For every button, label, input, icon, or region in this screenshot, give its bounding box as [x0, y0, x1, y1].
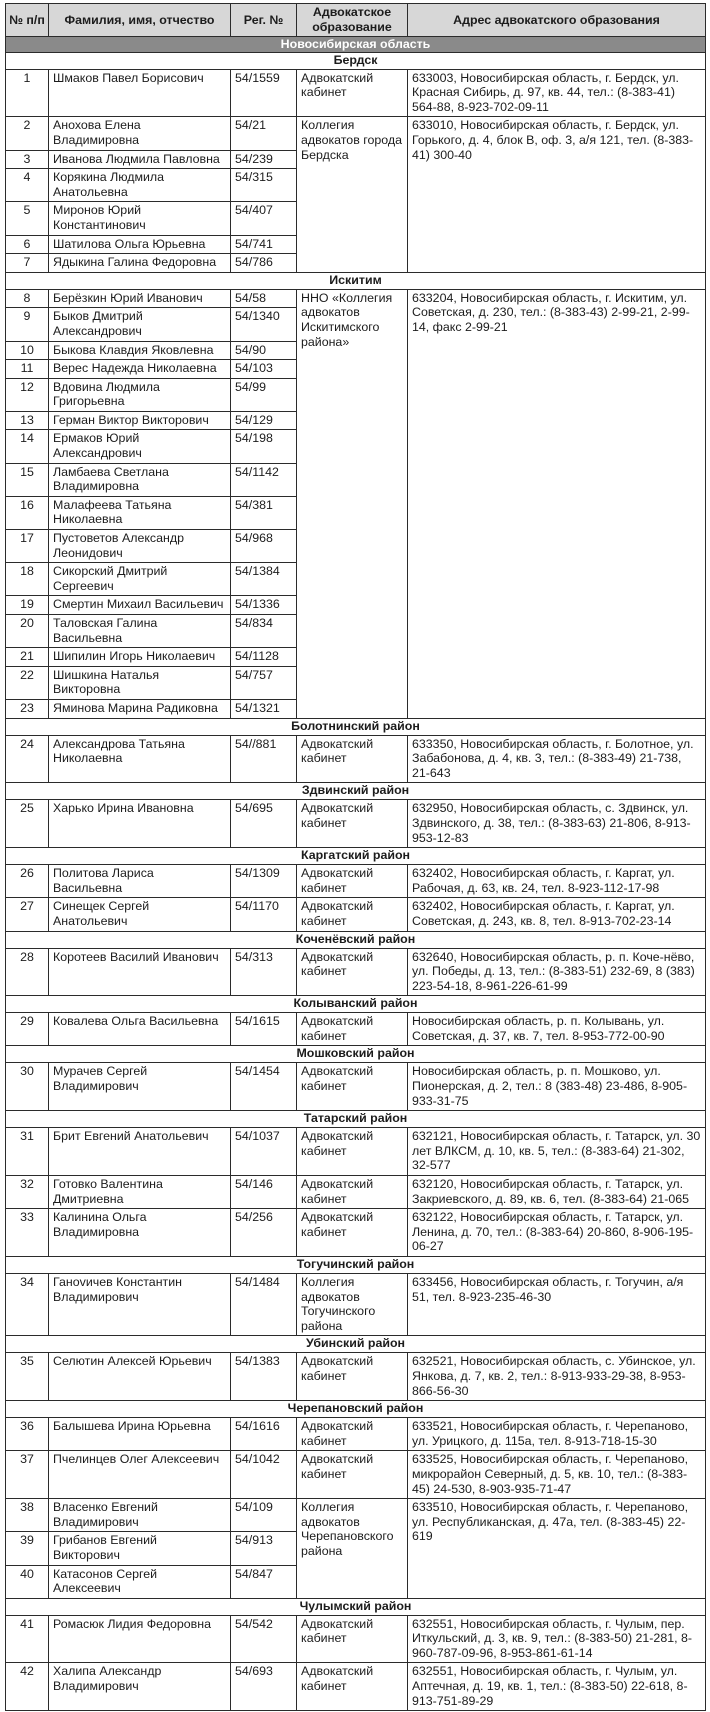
section-title: Чулымский район [6, 1598, 706, 1615]
row-name: Ермаков Юрий Александрович [49, 430, 231, 463]
row-num: 24 [6, 735, 49, 783]
row-name: Ромасюк Лидия Федоровна [49, 1615, 231, 1663]
row-address: Новосибирская область, р. п. Мошково, ул. Пионерская, д. 2, тел.: 8 (383-48) 23-486, 8-905-933-31-75 [408, 1063, 706, 1111]
row-num: 30 [6, 1063, 49, 1111]
row-reg: 54/1616 [231, 1418, 297, 1451]
row-reg: 54/109 [231, 1499, 297, 1532]
row-org: Адвокатский кабинет [297, 69, 408, 117]
row-num: 36 [6, 1418, 49, 1451]
row-reg: 54/1336 [231, 596, 297, 615]
row-num: 23 [6, 699, 49, 718]
row-name: Балышева Ирина Юрьевна [49, 1418, 231, 1451]
section-row [6, 1046, 706, 1063]
row-reg: 54/1042 [231, 1451, 297, 1499]
table-row [6, 1418, 706, 1451]
row-address: 632521, Новосибирская область, с. Убинское, ул. Янкова, д. 7, кв. 2, тел.: 8-913-933-29-38, 8-953-866-56-30 [408, 1353, 706, 1401]
row-address: 633350, Новосибирская область, г. Болотное, ул. Забабонова, д. 4, кв. 3, тел.: (8-383-49) 21-738, 21-643 [408, 735, 706, 783]
section-title: Убинский район [6, 1336, 706, 1353]
row-name: Политова Лариса Васильевна [49, 865, 231, 898]
header-name: Фамилия, имя, отчество [49, 4, 231, 37]
table-row [6, 1176, 706, 1209]
row-address: 632120, Новосибирская область, г. Татарск, ул. Закриевского, д. 89, кв. 6, тел. (8-383-64) 21-065 [408, 1176, 706, 1209]
row-num: 13 [6, 411, 49, 430]
row-reg: 54/239 [231, 150, 297, 169]
row-name: Александрова Татьяна Николаевна [49, 735, 231, 783]
table-row [6, 1615, 706, 1663]
row-num: 19 [6, 596, 49, 615]
section-row [6, 931, 706, 948]
table-row [6, 735, 706, 783]
row-org: Адвокатский кабинет [297, 1209, 408, 1257]
section-row [6, 1598, 706, 1615]
row-address: 633456, Новосибирская область, г. Тогучин, а/я 51, тел. 8-923-235-46-30 [408, 1274, 706, 1336]
row-name: Сикорский Дмитрий Сергеевич [49, 563, 231, 596]
table-row [6, 1451, 706, 1499]
section-title: Черепановский район [6, 1401, 706, 1418]
row-name: Герман Виктор Викторович [49, 411, 231, 430]
row-num: 14 [6, 430, 49, 463]
row-reg: 54/1383 [231, 1353, 297, 1401]
table-row [6, 1274, 706, 1336]
row-num: 34 [6, 1274, 49, 1336]
row-name: Готовко Валентина Дмитриевна [49, 1176, 231, 1209]
row-name: Власенко Евгений Владимирович [49, 1499, 231, 1532]
row-name: Быкова Клавдия Яковлевна [49, 341, 231, 360]
row-num: 16 [6, 496, 49, 529]
row-name: Вдовина Людмила Григорьевна [49, 378, 231, 411]
row-org: Адвокатский кабинет [297, 1353, 408, 1401]
row-num: 26 [6, 865, 49, 898]
row-num: 3 [6, 150, 49, 169]
row-reg: 54/313 [231, 948, 297, 996]
table-header [6, 4, 706, 37]
row-org: ННО «Коллегия адвокатов Искитимского района» [297, 289, 408, 718]
section-title: Коченёвский район [6, 931, 706, 948]
row-name: Иванова Людмила Павловна [49, 150, 231, 169]
row-num: 29 [6, 1013, 49, 1046]
row-reg: 54/542 [231, 1615, 297, 1663]
row-name: Катасонов Сергей Алексеевич [49, 1565, 231, 1598]
row-name: Смертин Михаил Васильевич [49, 596, 231, 615]
row-reg: 54/1170 [231, 898, 297, 931]
row-org: Адвокатский кабинет [297, 1063, 408, 1111]
row-num: 39 [6, 1532, 49, 1565]
section-title: Болотнинский район [6, 718, 706, 735]
row-reg: 54/847 [231, 1565, 297, 1598]
section-title: Татарский район [6, 1111, 706, 1128]
row-reg: 54//881 [231, 735, 297, 783]
section-title: Здвинский район [6, 783, 706, 800]
row-org: Адвокатский кабинет [297, 1615, 408, 1663]
table-body [6, 37, 706, 1711]
row-reg: 54/695 [231, 800, 297, 848]
row-org: Адвокатский кабинет [297, 800, 408, 848]
row-address: 632950, Новосибирская область, с. Здвинск, ул. Здвинского, д. 38, тел.: (8-383-63) 21-806, 8-913-953-12-83 [408, 800, 706, 848]
row-reg: 54/99 [231, 378, 297, 411]
row-reg: 54/1321 [231, 699, 297, 718]
row-address: 633521, Новосибирская область, г. Черепаново, ул. Урицкого, д. 115а, тел. 8-913-718-15-30 [408, 1418, 706, 1451]
row-name: Таловская Галина Васильевна [49, 615, 231, 648]
row-org: Коллегия адвокатов города Бердска [297, 117, 408, 272]
row-num: 40 [6, 1565, 49, 1598]
section-row [6, 848, 706, 865]
row-name: Анохова Елена Владимировна [49, 117, 231, 150]
region-title: Новосибирская область [6, 37, 706, 53]
row-address: 632402, Новосибирская область, г. Каргат, ул. Рабочая, д. 63, кв. 24, тел. 8-923-112-17-98 [408, 865, 706, 898]
row-address: Новосибирская область, р. п. Колывань, ул. Советская, д. 37, кв. 7, тел. 8-953-772-00-90 [408, 1013, 706, 1046]
row-address: 632122, Новосибирская область, г. Татарск, ул. Ленина, д. 70, тел.: (8-383-64) 20-860, 8-906-195-06-27 [408, 1209, 706, 1257]
row-reg: 54/146 [231, 1176, 297, 1209]
row-reg: 54/1384 [231, 563, 297, 596]
row-reg: 54/1454 [231, 1063, 297, 1111]
row-num: 22 [6, 666, 49, 699]
row-reg: 54/834 [231, 615, 297, 648]
row-reg: 54/757 [231, 666, 297, 699]
section-row [6, 1336, 706, 1353]
row-reg: 54/256 [231, 1209, 297, 1257]
table-row [6, 1128, 706, 1176]
table-row [6, 1209, 706, 1257]
row-reg: 54/90 [231, 341, 297, 360]
section-row [6, 1257, 706, 1274]
row-reg: 54/21 [231, 117, 297, 150]
table-row [6, 948, 706, 996]
row-reg: 54/968 [231, 530, 297, 563]
row-reg: 54/315 [231, 169, 297, 202]
section-row [6, 1111, 706, 1128]
table-row [6, 1663, 706, 1711]
row-reg: 54/913 [231, 1532, 297, 1565]
row-address: 633525, Новосибирская область, г. Черепаново, микрорайон Северный, д. 5, кв. 10, тел.: (8-383-45) 24-530, 8-903-935-71-47 [408, 1451, 706, 1499]
row-name: Шмаков Павел Борисович [49, 69, 231, 117]
section-title: Искитим [6, 272, 706, 289]
row-name: Синещек Сергей Анатольевич [49, 898, 231, 931]
row-address: 632402, Новосибирская область, г. Каргат, ул. Советская, д. 243, кв. 8, тел. 8-913-702-23-14 [408, 898, 706, 931]
row-name: Брит Евгений Анатольевич [49, 1128, 231, 1176]
row-name: Мурачев Сергей Владимирович [49, 1063, 231, 1111]
row-num: 9 [6, 308, 49, 341]
row-name: Калинина Ольга Владимировна [49, 1209, 231, 1257]
section-title: Бердск [6, 52, 706, 69]
section-row [6, 52, 706, 69]
row-reg: 54/1340 [231, 308, 297, 341]
row-org: Адвокатский кабинет [297, 735, 408, 783]
row-name: Ковалева Ольга Васильевна [49, 1013, 231, 1046]
row-num: 41 [6, 1615, 49, 1663]
table-row [6, 865, 706, 898]
row-num: 1 [6, 69, 49, 117]
row-org: Адвокатский кабинет [297, 1451, 408, 1499]
row-num: 8 [6, 289, 49, 308]
table-row [6, 898, 706, 931]
row-reg: 54/58 [231, 289, 297, 308]
row-name: Шатилова Ольга Юрьевна [49, 235, 231, 254]
row-num: 11 [6, 360, 49, 379]
row-name: Шипилин Игорь Николаевич [49, 648, 231, 667]
header-reg: Рег. № [231, 4, 297, 37]
row-org: Адвокатский кабинет [297, 1663, 408, 1711]
row-name: Верес Надежда Николаевна [49, 360, 231, 379]
row-name: Корякина Людмила Анатольевна [49, 169, 231, 202]
row-reg: 54/1142 [231, 463, 297, 496]
row-address: 632551, Новосибирская область, г. Чулым, ул. Аптечная, д. 19, кв. 1, тел.: (8-383-50) 22-618, 8-913-751-89-29 [408, 1663, 706, 1711]
table-row [6, 800, 706, 848]
section-row [6, 272, 706, 289]
row-reg: 54/1128 [231, 648, 297, 667]
row-reg: 54/1309 [231, 865, 297, 898]
row-reg: 54/1615 [231, 1013, 297, 1046]
row-org: Адвокатский кабинет [297, 865, 408, 898]
table-row [6, 289, 706, 308]
row-name: Шишкина Наталья Викторовна [49, 666, 231, 699]
row-num: 12 [6, 378, 49, 411]
table-row [6, 1013, 706, 1046]
row-num: 38 [6, 1499, 49, 1532]
row-org: Адвокатский кабинет [297, 1176, 408, 1209]
row-org: Адвокатский кабинет [297, 948, 408, 996]
section-title: Колыванский район [6, 996, 706, 1013]
row-reg: 54/693 [231, 1663, 297, 1711]
section-row [6, 1401, 706, 1418]
row-reg: 54/1484 [231, 1274, 297, 1336]
section-title: Каргатский район [6, 848, 706, 865]
section-row [6, 996, 706, 1013]
row-num: 33 [6, 1209, 49, 1257]
row-org: Адвокатский кабинет [297, 1128, 408, 1176]
row-num: 10 [6, 341, 49, 360]
row-num: 15 [6, 463, 49, 496]
row-name: Малафеева Татьяна Николаевна [49, 496, 231, 529]
row-num: 42 [6, 1663, 49, 1711]
region-row [6, 37, 706, 53]
row-num: 27 [6, 898, 49, 931]
row-reg: 54/198 [231, 430, 297, 463]
row-num: 5 [6, 202, 49, 235]
row-name: Пчелинцев Олег Алексеевич [49, 1451, 231, 1499]
row-address: 632121, Новосибирская область, г. Татарск, ул. 30 лет ВЛКСМ, д. 10, кв. 5, тел.: (8-383-64) 21-302, 32-577 [408, 1128, 706, 1176]
row-reg: 54/407 [231, 202, 297, 235]
row-name: Коротеев Василий Иванович [49, 948, 231, 996]
row-num: 35 [6, 1353, 49, 1401]
row-name: Быков Дмитрий Александрович [49, 308, 231, 341]
row-org: Адвокатский кабинет [297, 898, 408, 931]
row-num: 2 [6, 117, 49, 150]
row-address: 632640, Новосибирская область, р. п. Коче-нёво, ул. Победы, д. 13, тел.: (8-383-51) 232-69, 8 (383) 223-54-18, 8-961-226-61-99 [408, 948, 706, 996]
row-address: 633003, Новосибирская область, г. Бердск, ул. Красная Сибирь, д. 97, кв. 44, тел.: (8-383-41) 564-88, 8-923-702-09-11 [408, 69, 706, 117]
row-num: 32 [6, 1176, 49, 1209]
row-reg: 54/741 [231, 235, 297, 254]
row-num: 28 [6, 948, 49, 996]
row-reg: 54/381 [231, 496, 297, 529]
row-num: 4 [6, 169, 49, 202]
section-row [6, 718, 706, 735]
row-name: Ядыкина Галина Федоровна [49, 254, 231, 273]
row-name: Пустоветов Александр Леонидович [49, 530, 231, 563]
row-num: 6 [6, 235, 49, 254]
table-row [6, 69, 706, 117]
row-num: 20 [6, 615, 49, 648]
row-num: 31 [6, 1128, 49, 1176]
lawyers-registry-table [5, 3, 706, 1711]
header-num: № п/п [6, 4, 49, 37]
row-name: Ламбаева Светлана Владимировна [49, 463, 231, 496]
row-num: 7 [6, 254, 49, 273]
section-title: Мошковский район [6, 1046, 706, 1063]
row-num: 37 [6, 1451, 49, 1499]
row-address: 633510, Новосибирская область, г. Черепаново, ул. Республиканская, д. 47а, тел. (8-383-45) 22-619 [408, 1499, 706, 1599]
row-org: Коллегия адвокатов Тогучинского района [297, 1274, 408, 1336]
row-num: 21 [6, 648, 49, 667]
header-address: Адрес адвокатского образования [408, 4, 706, 37]
row-name: Яминова Марина Радиковна [49, 699, 231, 718]
row-num: 25 [6, 800, 49, 848]
row-reg: 54/1559 [231, 69, 297, 117]
table-row [6, 1353, 706, 1401]
header-org: Адвокатское образование [297, 4, 408, 37]
row-org: Адвокатский кабинет [297, 1418, 408, 1451]
row-reg: 54/103 [231, 360, 297, 379]
row-name: Халипа Александр Владимирович [49, 1663, 231, 1711]
row-reg: 54/129 [231, 411, 297, 430]
section-title: Тогучинский район [6, 1257, 706, 1274]
row-num: 17 [6, 530, 49, 563]
row-name: Ганоvичев Константин Владимирович [49, 1274, 231, 1336]
row-address: 633010, Новосибирская область, г. Бердск, ул. Горького, д. 4, блок В, оф. 3, а/я 121, тел. (8-383-41) 300-40 [408, 117, 706, 272]
row-name: Грибанов Евгений Викторович [49, 1532, 231, 1565]
row-reg: 54/1037 [231, 1128, 297, 1176]
row-name: Харько Ирина Ивановна [49, 800, 231, 848]
row-name: Миронов Юрий Константинович [49, 202, 231, 235]
table-row [6, 1063, 706, 1111]
row-reg: 54/786 [231, 254, 297, 273]
row-org: Адвокатский кабинет [297, 1013, 408, 1046]
registry-page [5, 3, 705, 1711]
table-row [6, 1499, 706, 1532]
row-address: 632551, Новосибирская область, г. Чулым, пер. Иткульский, д. 3, кв. 9, тел.: (8-383-50) 21-281, 8-960-787-09-96, 8-953-861-61-14 [408, 1615, 706, 1663]
row-address: 633204, Новосибирская область, г. Искитим, ул. Советская, д. 230, тел.: (8-383-43) 2-99-21, 2-99-14, факс 2-99-21 [408, 289, 706, 718]
row-num: 18 [6, 563, 49, 596]
row-org: Коллегия адвокатов Черепановского района [297, 1499, 408, 1599]
row-name: Берёзкин Юрий Иванович [49, 289, 231, 308]
row-name: Селютин Алексей Юрьевич [49, 1353, 231, 1401]
table-row [6, 117, 706, 150]
section-row [6, 783, 706, 800]
